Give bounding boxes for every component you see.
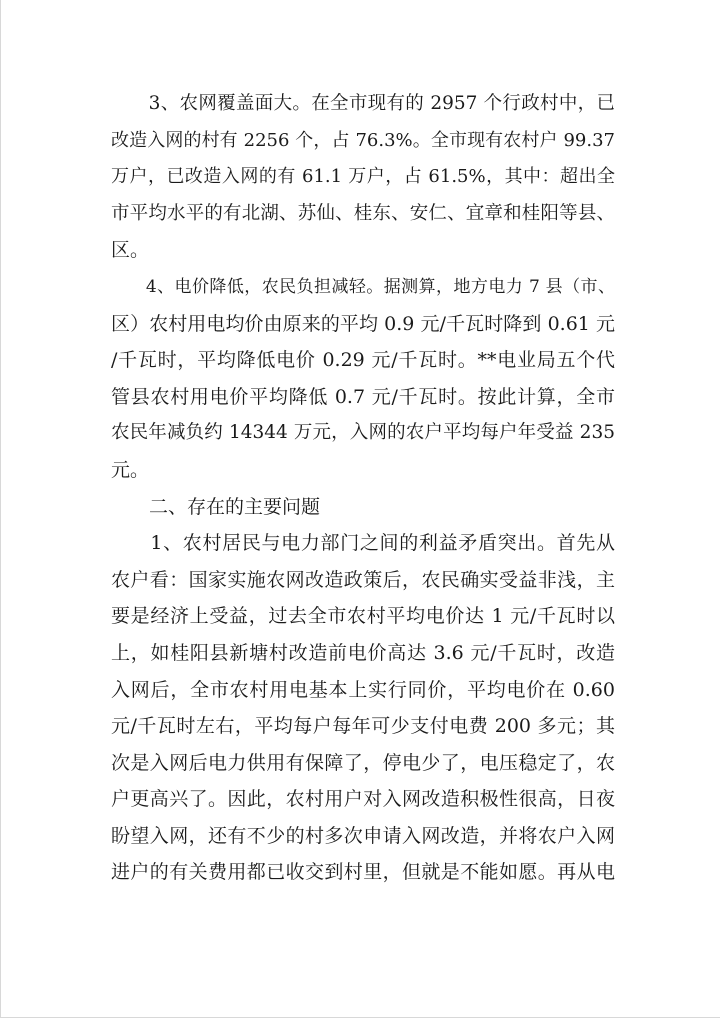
text-line: 市平均水平的有北湖、苏仙、桂东、安仁、宜章和桂阳等县、 [111,202,615,224]
text-line: 管县农村用电价平均降低 0.7 元/千瓦时。按此计算，全市 [111,385,615,408]
text-line: 要是经济上受益，过去全市农村平均电价达 1 元/千瓦时以 [111,605,615,628]
text-line: 1、农村居民与电力部门之间的利益矛盾突出。首先从 [111,532,615,555]
text-line: 万户，已改造入网的有 61.1 万户，占 61.5%，其中：超出全 [111,166,615,188]
text-line: 户更高兴了。因此，农村用户对入网改造积极性很高，日夜 [111,788,615,811]
text-line: 盼望入网，还有不少的村多次申请入网改造，并将农户入网 [111,824,615,847]
text-line: /千瓦时，平均降低电价 0.29 元/千瓦时。**电业局五个代 [111,349,615,372]
text-line: 农户看：国家实施农网改造政策后，农民确实受益非浅，主 [111,568,615,591]
text-line: 次是入网后电力供用有保障了，停电少了，电压稳定了，农 [111,751,615,774]
text-line: 进户的有关费用都已收交到村里，但就是不能如愿。再从电 [111,861,615,884]
document-body [111,86,615,891]
text-line: 元。 [111,458,150,481]
text-line: 入网后，全市农村用电基本上实行同价，平均电价在 0.60 [111,678,615,701]
section-heading: 二、存在的主要问题 [111,495,321,518]
text-line: 4、电价降低，农民负担减轻。据测算，地方电力 7 县（市、 [111,276,615,297]
text-line: 改造入网的村有 2256 个，占 76.3%。全市现有农村户 99.37 [111,129,615,151]
text-line: 区）农村用电均价由原来的平均 0.9 元/千瓦时降到 0.61 元 [111,312,615,335]
text-line: 区。 [111,239,150,262]
text-line: 元/千瓦时左右，平均每户每年可少支付电费 200 多元；其 [111,715,615,738]
text-line: 上，如桂阳县新塘村改造前电价高达 3.6 元/千瓦时，改造 [111,641,615,664]
text-line: 农民年减负约 14344 万元，入网的农户平均每户年受益 235 [111,422,615,444]
text-line: 3、农网覆盖面大。在全市现有的 2957 个行政村中，已 [111,93,615,114]
